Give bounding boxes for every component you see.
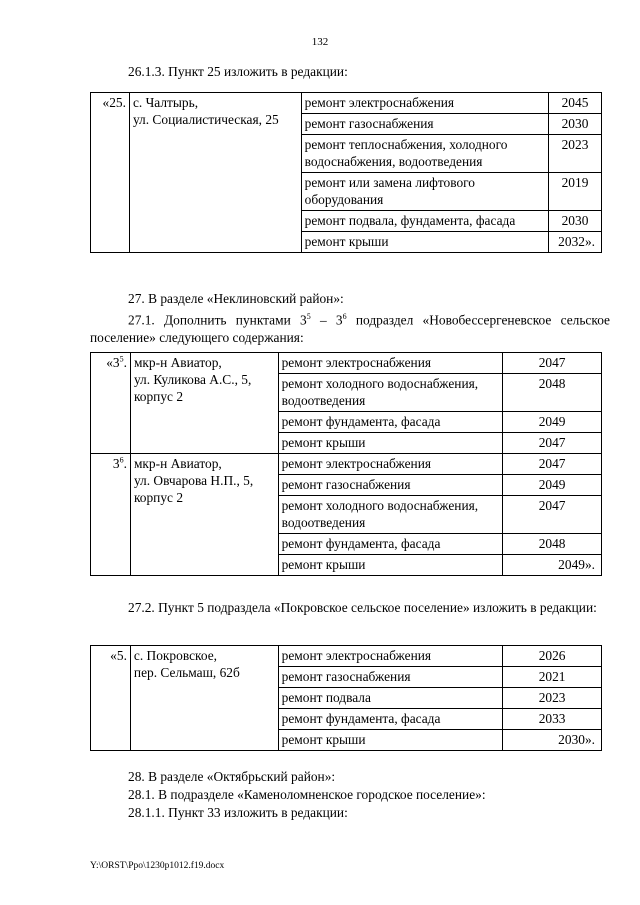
- work-type-cell: ремонт фундамента, фасада: [278, 534, 503, 555]
- year-cell: 2047: [503, 353, 602, 374]
- paragraph-28-1: 28.1. В подразделе «Каменоломненское городское поселение»:: [128, 787, 486, 802]
- paragraph-26-1-3: 26.1.3. Пункт 25 изложить в редакции:: [128, 64, 348, 79]
- year-cell: 2049».: [503, 555, 602, 576]
- address-line: ул. Социалистическая, 25: [132, 112, 279, 127]
- address-line: корпус 2: [133, 389, 184, 404]
- item-number: «5.: [91, 646, 131, 751]
- year-cell: 2023: [549, 135, 602, 173]
- paragraph-28: 28. В разделе «Октябрьский район»:: [128, 769, 336, 784]
- address-line: ул. Овчарова Н.П., 5,: [133, 473, 254, 488]
- work-type-cell: ремонт крыши: [278, 730, 503, 751]
- work-type-cell: ремонт холодного водоснабжения, водоотведения: [278, 496, 503, 534]
- year-cell: 2047: [503, 496, 602, 534]
- year-cell: 2030».: [503, 730, 602, 751]
- item-number: «$3^5$.: [91, 353, 131, 454]
- paragraph-27-2: 27.2. Пункт 5 подраздела «Покровское сельское поселение» изложить в редакции:: [128, 600, 597, 615]
- page-number: 132: [311, 36, 329, 48]
- address-cell: [130, 646, 278, 751]
- address-line: мкр-н Авиатор,: [133, 355, 222, 370]
- table-row: [91, 646, 602, 667]
- table-punkty-3-5-3-6: [90, 352, 602, 576]
- year-cell: 2049: [503, 475, 602, 496]
- address-cell: [130, 353, 278, 454]
- address-cell: [129, 93, 301, 253]
- year-cell: 2049: [503, 412, 602, 433]
- year-cell: 2030: [549, 211, 602, 232]
- work-type-cell: ремонт холодного водоснабжения, водоотведения: [278, 374, 503, 412]
- year-cell: 2023: [503, 688, 602, 709]
- year-cell: 2019: [549, 173, 602, 211]
- work-type-cell: ремонт электроснабжения: [301, 93, 548, 114]
- work-type-cell: ремонт электроснабжения: [278, 353, 503, 374]
- superscript: 5: [306, 312, 311, 321]
- year-cell: 2048: [503, 534, 602, 555]
- file-path-footer: Y:\ORST\Ppo\1230p1012.f19.docx: [90, 861, 225, 871]
- work-type-cell: ремонт подвала: [278, 688, 503, 709]
- table-row: [91, 353, 602, 374]
- table-row: [91, 454, 602, 475]
- work-type-cell: ремонт крыши: [278, 433, 503, 454]
- work-type-cell: ремонт газоснабжения: [301, 114, 548, 135]
- address-line: пер. Сельмаш, 62б: [133, 665, 240, 680]
- address-line: мкр-н Авиатор,: [133, 456, 222, 471]
- paragraph-27-1-after: подраздел «Новобессергеневское сельское поселение» следующего содержания:: [90, 312, 611, 346]
- work-type-cell: ремонт фундамента, фасада: [278, 412, 503, 433]
- year-cell: 2047: [503, 433, 602, 454]
- address-line: корпус 2: [133, 490, 184, 505]
- paragraph-28-1-1: 28.1.1. Пункт 33 изложить в редакции:: [128, 805, 348, 820]
- work-type-cell: ремонт крыши: [278, 555, 503, 576]
- year-cell: 2045: [549, 93, 602, 114]
- paragraph-27-1-mid: – 3: [310, 312, 343, 328]
- paragraph-27: 27. В разделе «Неклиновский район»:: [128, 291, 344, 306]
- work-type-cell: ремонт электроснабжения: [278, 646, 503, 667]
- year-cell: 2030: [549, 114, 602, 135]
- address-line: с. Покровское,: [133, 648, 217, 663]
- address-line: с. Чалтырь,: [132, 95, 199, 110]
- superscript: 6: [342, 312, 347, 321]
- paragraph-27-1: [90, 308, 610, 347]
- year-cell: 2026: [503, 646, 602, 667]
- year-cell: 2032».: [549, 232, 602, 253]
- address-cell: [130, 454, 278, 576]
- year-cell: 2033: [503, 709, 602, 730]
- item-number: «25.: [91, 93, 130, 253]
- year-cell: 2047: [503, 454, 602, 475]
- work-type-cell: ремонт теплоснабжения, холодного водоснабжения, водоотведения: [301, 135, 548, 173]
- work-type-cell: ремонт подвала, фундамента, фасада: [301, 211, 548, 232]
- year-cell: 2021: [503, 667, 602, 688]
- table-punkt-5: [90, 645, 602, 751]
- table-row: [91, 93, 602, 114]
- address-line: ул. Куликова А.С., 5,: [133, 372, 252, 387]
- work-type-cell: ремонт фундамента, фасада: [278, 709, 503, 730]
- table-punkt-25: [90, 92, 602, 253]
- work-type-cell: ремонт газоснабжения: [278, 475, 503, 496]
- work-type-cell: ремонт крыши: [301, 232, 548, 253]
- year-cell: 2048: [503, 374, 602, 412]
- item-number: $3^6$.: [91, 454, 131, 576]
- work-type-cell: ремонт или замена лифтового оборудования: [301, 173, 548, 211]
- paragraph-27-1-before: 27.1. Дополнить пунктами 3: [128, 312, 307, 328]
- work-type-cell: ремонт газоснабжения: [278, 667, 503, 688]
- work-type-cell: ремонт электроснабжения: [278, 454, 503, 475]
